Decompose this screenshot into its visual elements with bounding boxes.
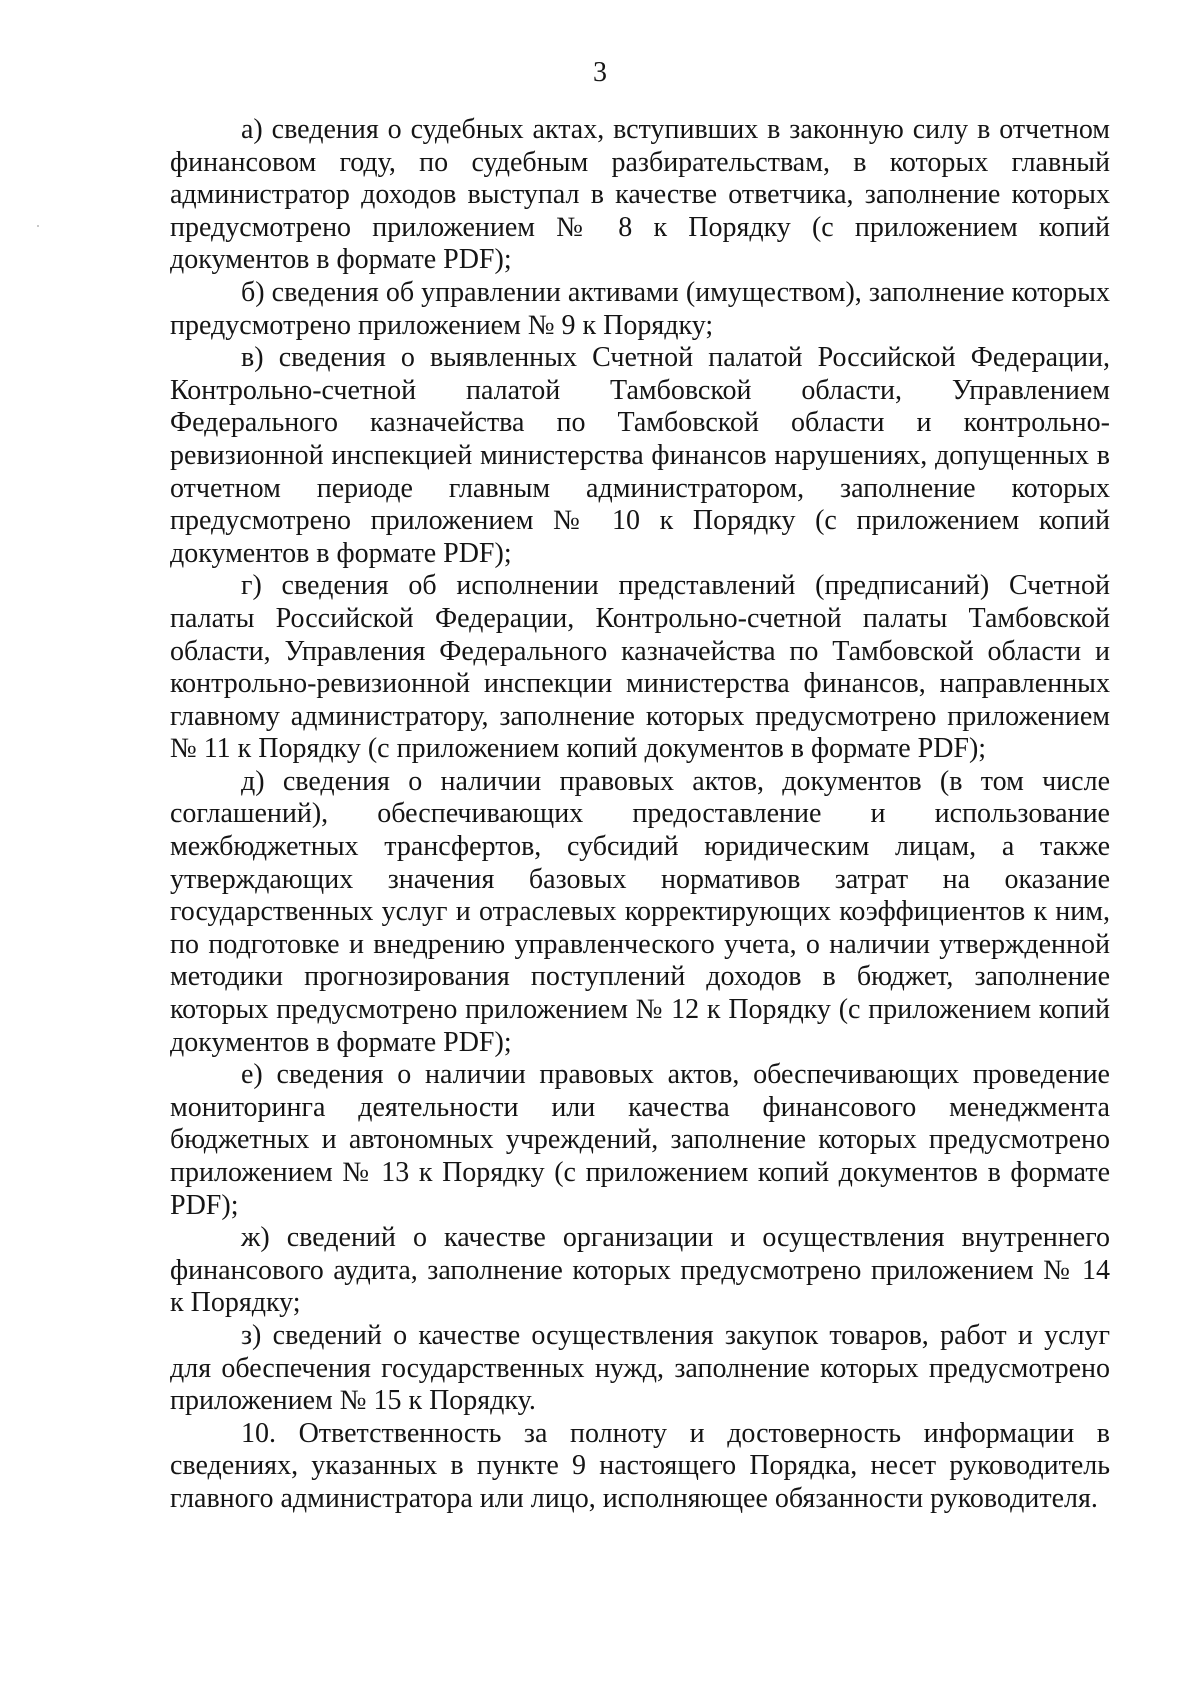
paragraph-d: д) сведения о наличии правовых актов, документов (в том числе соглашений), обеспечивающих предоставление и использование межбюджетных трансфертов, субсидий юридическим лицам, а также утверждающих значения базовых нормативов затрат на оказание государственных услуг и отраслевых корректирующих коэффициентов к ним, по подготовке и внедрению управленческого учета, о наличии утвержденной методики прогнозирования поступлений доходов в бюджет, заполнение которых предусмотрено приложением № 12 к Порядку (с приложением копий документов в формате PDF); bbox=[170, 765, 1110, 1058]
paragraph-e: е) сведения о наличии правовых актов, обеспечивающих проведение мониторинга деятельности или качества финансового менеджмента бюджетных и автономных учреждений, заполнение которых предусмотрено приложением № 13 к Порядку (с приложением копий документов в формате PDF); bbox=[170, 1059, 1110, 1221]
scan-mark bbox=[37, 225, 39, 227]
paragraph-b: б) сведения об управлении активами (имуществом), заполнение которых предусмотрено приложением № 9 к Порядку; bbox=[170, 276, 1110, 341]
paragraph-g: г) сведения об исполнении представлений (предписаний) Счетной палаты Российской Федерации, Контрольно-счетной палаты Тамбовской области, Управления Федерального казначейства по Тамбовской области и контрольно-ревизионной инспекции министерства финансов, направленных главному администратору, заполнение которых предусмотрено приложением № 11 к Порядку (с приложением копий документов в формате PDF); bbox=[170, 570, 1110, 765]
paragraph-z: з) сведений о качестве осуществления закупок товаров, работ и услуг для обеспечения государственных нужд, заполнение которых предусмотрено приложением № 15 к Порядку. bbox=[170, 1319, 1110, 1417]
paragraph-v: в) сведения о выявленных Счетной палатой Российской Федерации, Контрольно-счетной палатой Тамбовской области, Управлением Федерального казначейства по Тамбовской области и контрольно-ревизионной инспекцией министерства финансов нарушениях, допущенных в отчетном периоде главным администратором, заполнение которых предусмотрено приложением № 10 к Порядку (с приложением копий документов в формате PDF); bbox=[170, 342, 1110, 569]
document-body bbox=[170, 114, 1110, 1516]
page-number: 3 bbox=[593, 57, 607, 88]
paragraph-10: 10. Ответственность за полноту и достоверность информации в сведениях, указанных в пункте 9 настоящего Порядка, несет руководитель главного администратора или лицо, исполняющее обязанности руководителя. bbox=[170, 1417, 1110, 1514]
paragraph-zh: ж) сведений о качестве организации и осуществления внутреннего финансового аудита, заполнение которых предусмотрено приложением № 14 к Порядку; bbox=[170, 1222, 1110, 1319]
paragraph-a: а) сведения о судебных актах, вступивших в законную силу в отчетном финансовом году, по судебным разбирательствам, в которых главный администратор доходов выступал в качестве ответчика, заполнение которых предусмотрено приложением № 8 к Порядку (с приложением копий документов в формате PDF); bbox=[170, 114, 1110, 276]
